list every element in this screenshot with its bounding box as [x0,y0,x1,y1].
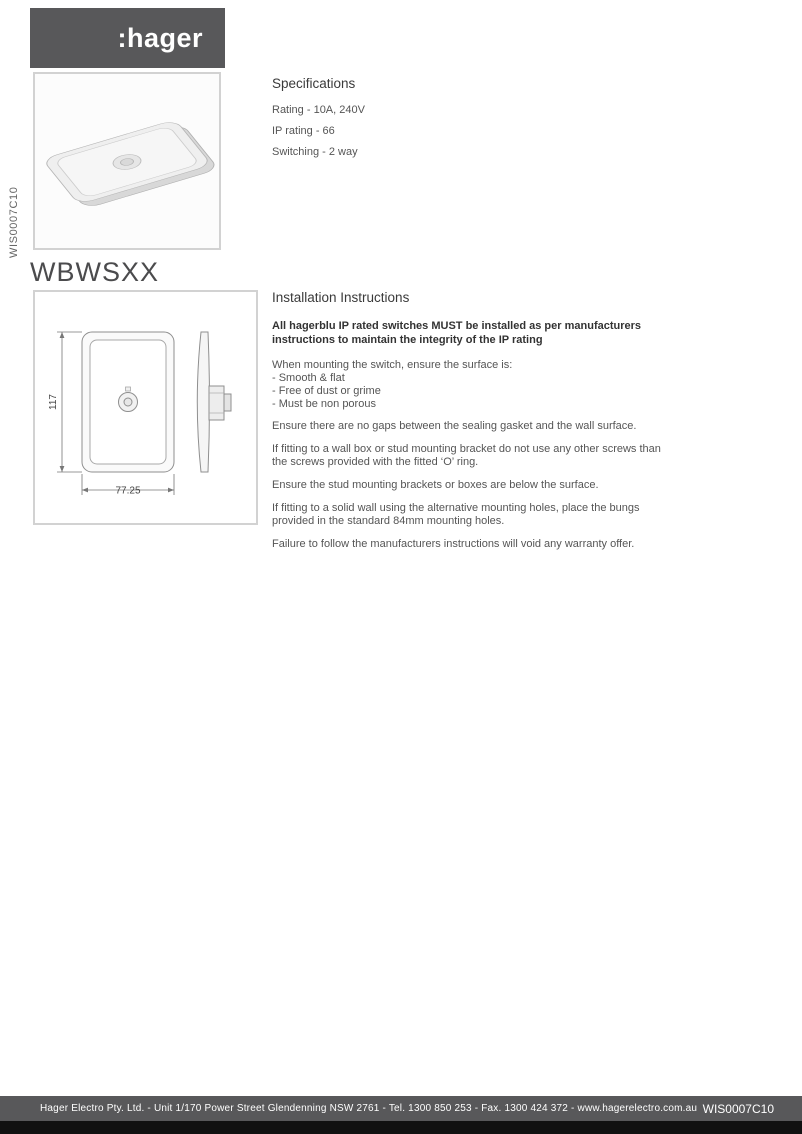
dimension-drawing [35,292,256,523]
surface-item-dust: - Free of dust or grime [272,385,381,397]
spec-rating: Rating - 10A, 240V [272,104,365,116]
installation-section [272,290,674,561]
installation-title: Installation Instructions [272,290,410,305]
install-para-gasket: Ensure there are no gaps between the sealing gasket and the wall surface. [272,420,637,432]
surface-item-smooth: - Smooth & flat [272,372,345,384]
install-para-warranty: Failure to follow the manufacturers instructions will void any warranty offer. [272,538,635,550]
install-para-wallbox: If fitting to a wall box or stud mounting bracket do not use any other screws than the screws provided with the fitted ‘O’ ring. [272,443,661,468]
side-document-code: WIS0007C10 [8,186,20,258]
specifications-section [272,76,592,167]
footer-black-strip [0,1121,802,1134]
brand-logo-text: :hager [117,22,203,53]
product-code-title: WBWSXX [30,257,160,287]
install-para-brackets: Ensure the stud mounting brackets or boxes are below the surface. [272,479,599,491]
surface-requirements [272,359,674,411]
spec-switching: Switching - 2 way [272,146,358,158]
dimension-height-label: 117 [48,394,59,410]
surface-lead: When mounting the switch, ensure the surface is: [272,359,513,371]
dimension-width-label: 77.25 [115,485,141,497]
footer-address: Hager Electro Pty. Ltd. - Unit 1/170 Power Street Glendenning NSW 2761 - Tel. 1300 850 253 - Fax. 1300 424 372 - www.hagerelectro.com.au [40,1103,698,1114]
product-image-box [33,72,221,250]
dimension-drawing-box [33,290,258,525]
install-para-solid-wall: If fitting to a solid wall using the alternative mounting holes, place the bungs provided in the standard 84mm mounting holes. [272,502,640,527]
product-image [35,74,219,248]
spec-ip-rating: IP rating - 66 [272,125,335,137]
footer-document-code: WIS0007C10 [702,1101,774,1116]
installation-bold-intro: All hagerblu IP rated switches MUST be installed as per manufacturers instructions to maintain the integrity of the IP rating [272,320,642,346]
footer-bar [0,1096,802,1121]
surface-item-porous: - Must be non porous [272,398,376,410]
brand-logo-block [30,8,225,68]
specifications-title: Specifications [272,76,356,91]
